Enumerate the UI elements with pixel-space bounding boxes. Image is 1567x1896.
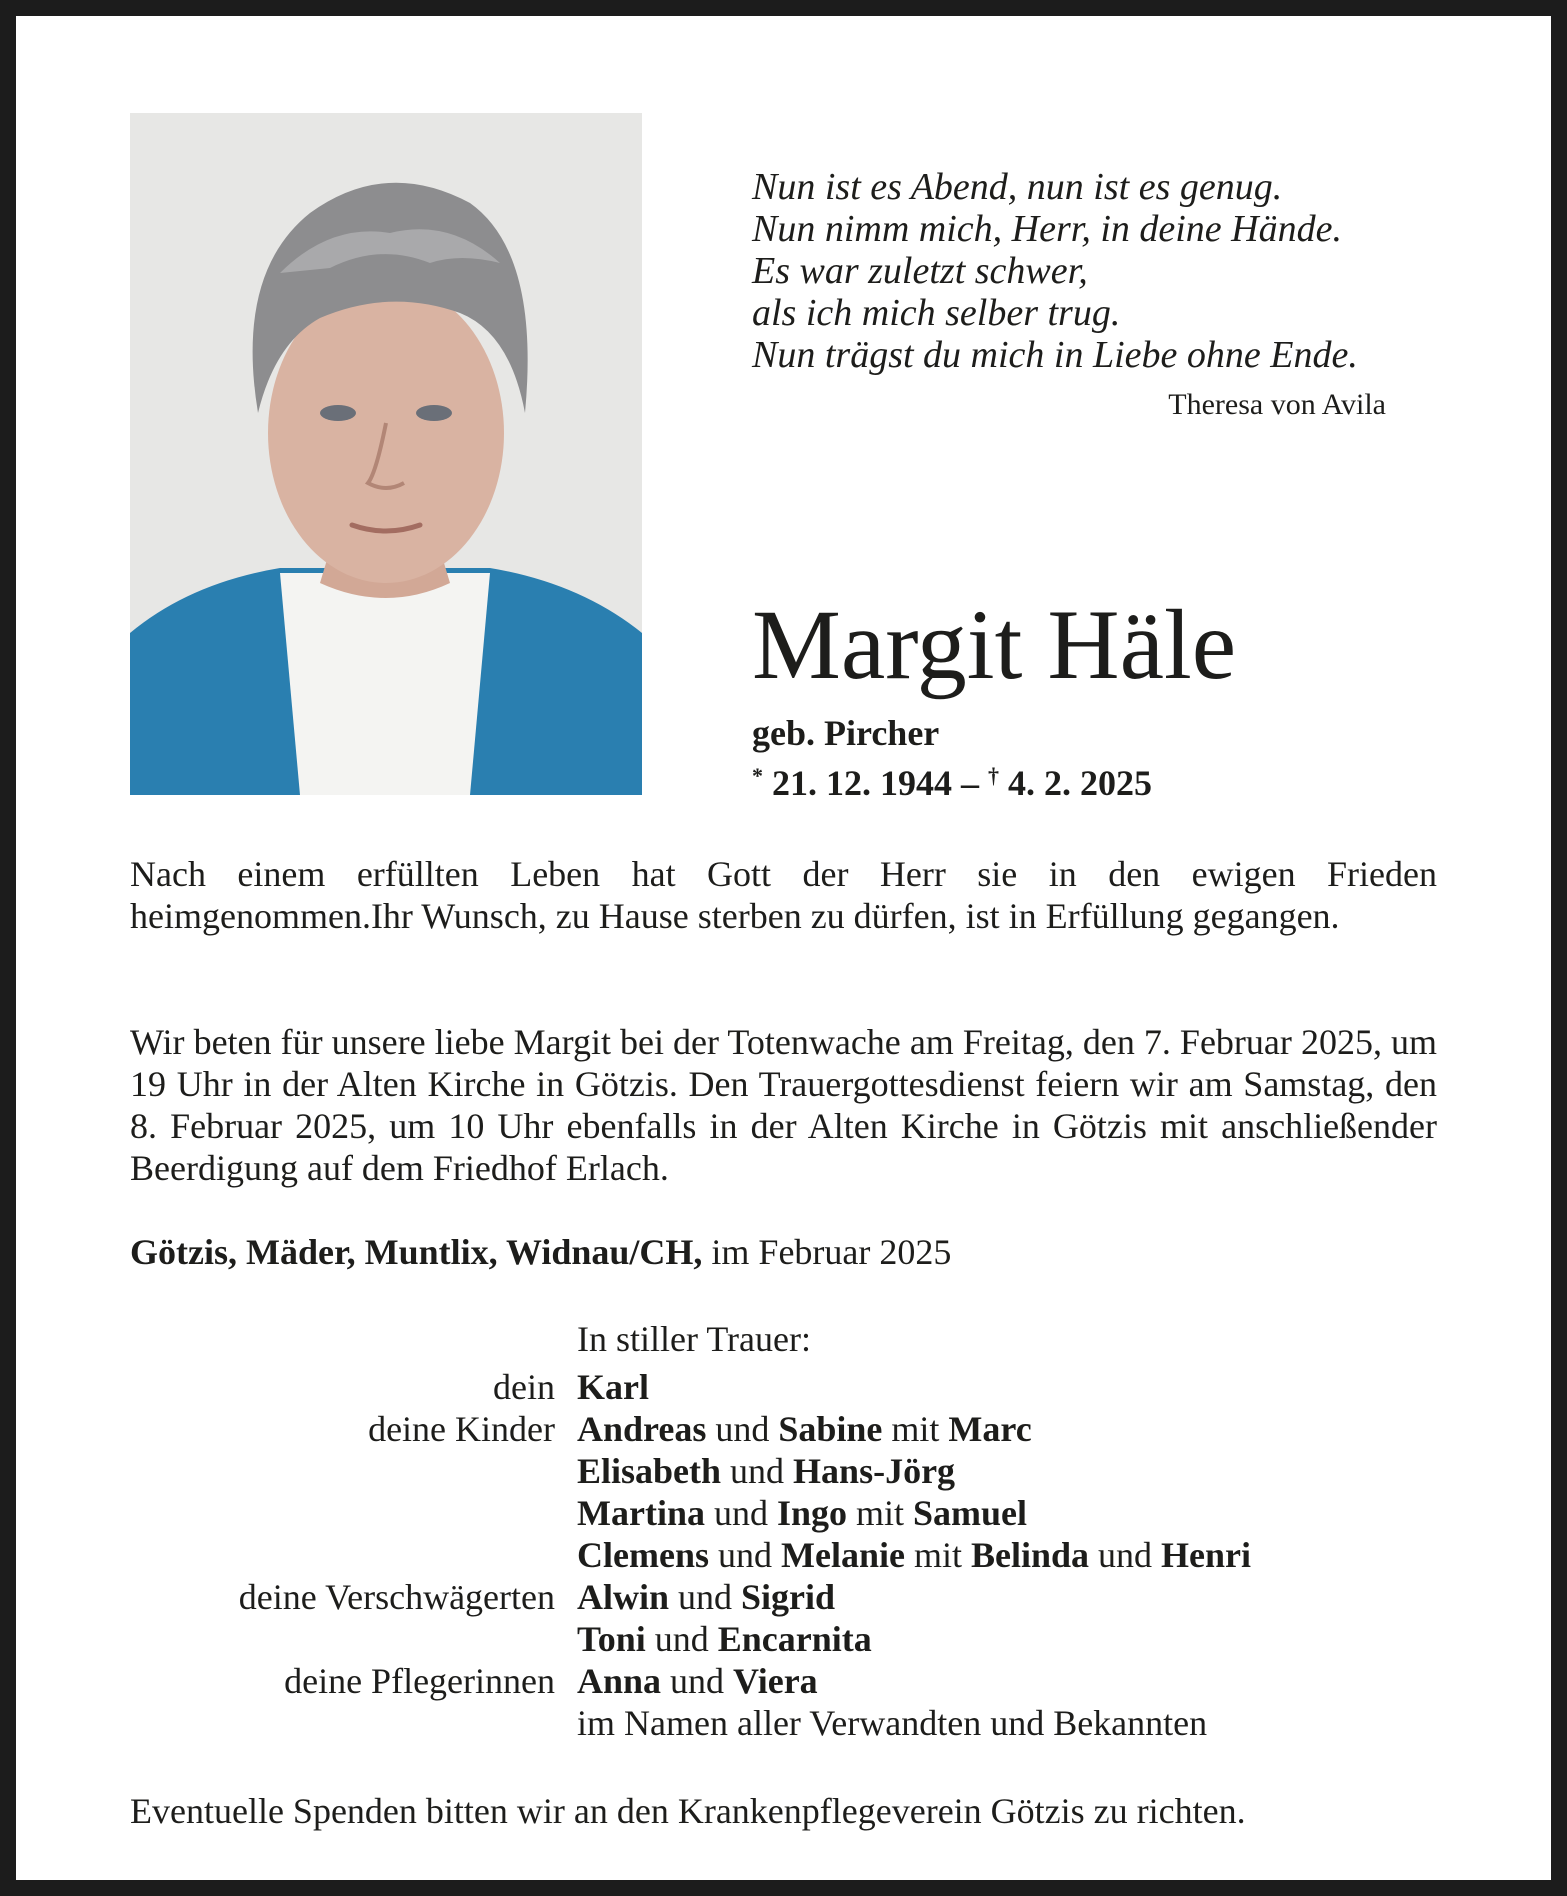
connector-text: mit <box>882 1409 949 1449</box>
mourner-name: Ingo <box>776 1493 847 1533</box>
left-eye <box>320 405 356 421</box>
mourner-name: Hans-Jörg <box>793 1451 956 1491</box>
mourner-name: Belinda <box>970 1535 1090 1575</box>
birth-name: geb. Pircher <box>752 713 940 753</box>
connector-text: und <box>708 1535 781 1575</box>
connector-text: und <box>645 1619 718 1659</box>
connector-text: und <box>704 1493 777 1533</box>
paragraph-passing: Nach einem erfüllten Leben hat Gott der Herr sie in den ewigen Frieden heimgenommen.Ihr Wunsch, zu Hause sterben zu dürfen, ist in Erfüllung gegangen. <box>130 854 1437 936</box>
mourner-name: Encarnita <box>717 1619 872 1659</box>
mourner-row <box>130 1366 1437 1408</box>
mourner-relation <box>130 1492 577 1534</box>
mourner-row <box>130 1702 1437 1744</box>
mourner-row <box>130 1492 1437 1534</box>
right-eye <box>416 405 452 421</box>
mourner-relation <box>130 1702 577 1744</box>
mourner-name: Martina <box>577 1493 705 1533</box>
mourners-heading: In stiller Trauer: <box>577 1319 811 1359</box>
towns: Götzis, Mäder, Muntlix, Widnau/CH, <box>130 1232 703 1272</box>
quote-line: Es war zuletzt schwer, <box>752 250 1088 292</box>
mourner-names <box>577 1408 1032 1450</box>
portrait-illustration <box>130 113 642 795</box>
birth-symbol: * <box>752 763 763 788</box>
month: im Februar 2025 <box>711 1232 952 1272</box>
mourner-name: Anna <box>577 1661 662 1701</box>
mourner-name: Samuel <box>913 1493 1028 1533</box>
place-and-date <box>130 1231 951 1273</box>
mourner-name: Viera <box>733 1661 818 1701</box>
death-date: 4. 2. 2025 <box>1008 763 1152 803</box>
mourner-names <box>577 1576 835 1618</box>
mourner-names <box>577 1618 872 1660</box>
mourner-row <box>130 1660 1437 1702</box>
mourner-relation: dein <box>493 1367 555 1407</box>
mourner-relation <box>130 1618 577 1660</box>
quote-line: Nun ist es Abend, nun ist es genug. <box>752 166 1283 208</box>
connector-text: und <box>661 1661 734 1701</box>
connector-text: und <box>1089 1535 1162 1575</box>
mourner-name: Sabine <box>778 1409 883 1449</box>
mourner-row <box>130 1450 1437 1492</box>
mourner-row <box>130 1576 1437 1618</box>
mourner-name: Toni <box>577 1619 646 1659</box>
mourner-name: Clemens <box>577 1535 709 1575</box>
connector-text: und <box>669 1577 742 1617</box>
mourner-name: Karl <box>577 1367 649 1407</box>
mourners-list <box>130 1366 1437 1744</box>
quote-author: Theresa von Avila <box>1168 388 1386 421</box>
mourner-names <box>577 1660 818 1702</box>
donation-note: Eventuelle Spenden bitten wir an den Krankenpflegeverein Götzis zu richten. <box>130 1791 1246 1831</box>
paragraph-funeral: Wir beten für unsere liebe Margit bei der Totenwache am Freitag, den 7. Februar 2025, um 19 Uhr in der Alten Kirche in Götzis. Den Trauergottesdienst feiern wir am Samstag, den 8. Februar 2025, um 10 Uhr ebenfalls in der Alten Kirche in Götzis mit anschließender Beerdigung auf dem Friedhof Erlach. <box>130 1022 1437 1188</box>
date-separator: – <box>961 763 979 803</box>
mourner-relation: deine Pflegerinnen <box>284 1661 555 1701</box>
life-dates <box>752 762 1152 804</box>
mourner-names <box>577 1450 955 1492</box>
mourner-name: Henri <box>1161 1535 1251 1575</box>
blouse <box>280 573 490 795</box>
death-symbol: † <box>988 763 999 788</box>
mourner-name: Melanie <box>780 1535 905 1575</box>
deceased-name: Margit Häle <box>752 589 1237 700</box>
mourner-relation: deine Verschwägerten <box>238 1577 555 1617</box>
mourner-row <box>130 1618 1437 1660</box>
connector-text: und <box>706 1409 779 1449</box>
connector-text: mit <box>904 1535 971 1575</box>
quote-line: Nun nimm mich, Herr, in deine Hände. <box>752 208 1342 250</box>
connector-text: im Namen aller Verwandten und Bekannten <box>577 1703 1208 1743</box>
mourner-name: Sigrid <box>741 1577 836 1617</box>
quote <box>752 166 1392 376</box>
mourner-relation <box>130 1450 577 1492</box>
mourner-relation: deine Kinder <box>368 1409 555 1449</box>
birth-date: 21. 12. 1944 <box>772 763 952 803</box>
mourner-names <box>577 1492 1027 1534</box>
connector-text: und <box>721 1451 794 1491</box>
mourner-row <box>130 1534 1437 1576</box>
mourner-name: Marc <box>948 1409 1032 1449</box>
mourner-names <box>577 1366 649 1408</box>
quote-line: Nun trägst du mich in Liebe ohne Ende. <box>752 334 1358 376</box>
portrait-photo <box>130 113 642 795</box>
mourner-row <box>130 1408 1437 1450</box>
mourner-names <box>577 1534 1251 1576</box>
connector-text: mit <box>847 1493 914 1533</box>
mourner-names <box>577 1702 1207 1744</box>
mourner-name: Elisabeth <box>577 1451 722 1491</box>
mourner-name: Alwin <box>577 1577 670 1617</box>
mourner-relation <box>130 1534 577 1576</box>
quote-line: als ich mich selber trug. <box>752 292 1121 334</box>
mourner-name: Andreas <box>577 1409 707 1449</box>
